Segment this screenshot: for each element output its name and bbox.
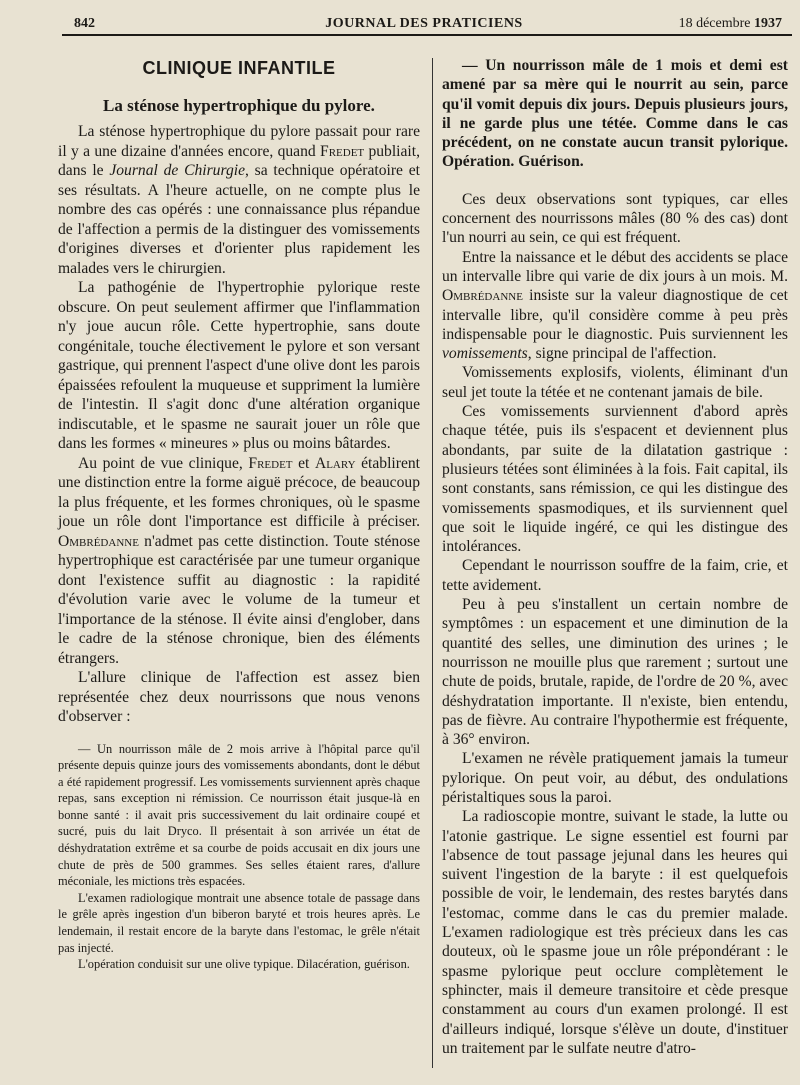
issue-date [679,16,782,32]
left-column [58,50,420,973]
case-one-operation: L'opération conduisit sur une olive typique. Dilacération, guérison. [78,957,410,972]
paragraph-clinique: Au point de vue clinique, Fredet et Alary établirent une distinction entre la forme aiguë précoce, de beaucoup la plus fréquente, et les formes chroniques, où le spasme joue un rôle dont l'importance est difficile à préciser. Ombrédanne n'admet pas cette distinction. Toute sténose hypertrophique est caractérisée par une tumeur organique dont l'existence suffit au diagnostic : la rapidité d'évolution varie avec le volume de la tumeur et l'importance de la sténose. Il évite ainsi d'englober, dans le cadre de la sténose chronique, bien des éléments étrangers. [58,454,421,667]
journal-title: JOURNAL DES PRATICIENS [325,16,523,31]
paragraph-surviennent: Ces vomissements surviennent d'abord après chaque tétée, puis ils s'espacent et deviennent plus abondants, par suite de la dilatation gastrique : plusieurs tétées sont éliminées à la fois. Fait capital, ils sont constants, sans rémission, ce qui les distingue des vomissements spasmodiques, et ils surviennent quel que soit le liquide ingéré, ce qui les distingue des intolérances. [442,403,788,556]
paragraph-examen: L'examen ne révèle pratiquement jamais la tumeur pylorique. On peut voir, au début, des ondulations péristaltiques sous la paroi. [442,750,788,806]
header-rule [62,34,792,36]
case-one-history: — Un nourrisson mâle de 2 mois arrive à l'hôpital parce qu'il présente depuis quinze jours des vomissements abondants, dont le début a été rapidement progressif. Les vomissements surviennent après chaque repas, sans exception ni rémission. Ce nourrisson était jusque-là en bonne santé : il avait pris successivement du lait ordinaire coupé et sucré, puis du lait Dryco. Il présentait à son arrivée un état de déshydratation extrême et sa courbe de poids accusait en dix jours une chute de près de 500 grammes. Ses selles étaient rares, d'allure méconiale, les mictions très espacées. [58,741,420,889]
right-column [442,56,788,1058]
paragraph-pathogenie: La pathogénie de l'hypertrophie pylorique reste obscure. On peut seulement affirmer que l'inflammation n'y joue aucun rôle. Cette hypertrophie, sans doute congénitale, touche électivement le pylore et son versant gastrique, qui prennent l'aspect d'une olive dont les parois épaissées refoulent la muqueuse et suppriment la lumière de l'intestin. Il s'agit donc d'une altération organique indiscutable, et le spasme ne saurait jouer un rôle que dans les formes « mineures » plus ou moins bâtardes. [58,279,420,452]
page-header [60,10,788,32]
paragraph-allure: L'allure clinique de l'affection est assez bien représentée chez deux nourrissons que nous venons d'observer : [58,669,420,725]
column-divider [432,58,433,1068]
issue-date-year: 1937 [754,16,782,31]
paragraph-faim: Cependant le nourrisson souffre de la faim, crie, et tette avidement. [442,557,788,594]
paragraph-symptomes: Peu à peu s'installent un certain nombre de symptômes : un espacement et une diminution de la quantité des selles, une diminution des urines ; le nourrisson ne mouille plus que rarement ; surtout une chute de poids, brutale, rapide, de l'ordre de 20 %, avec déshydratation importante. Il n'existe, bien entendu, pas de fièvre. Au contraire l'hypothermie est fréquente, à 36° environ. [442,596,788,749]
issue-date-day-month: 18 décembre [678,16,751,31]
paragraph-intervalle: Entre la naissance et le début des accidents se place un intervalle libre qui varie de dix jours à un mois. M. Ombrédanne insiste sur la valeur diagnostique de cet intervalle libre, qu'il considère comme à peu près indispensable pour le diagnostic. Puis surviennent les vomissements, signe principal de l'affection. [442,248,788,363]
article-title: La sténose hypertrophique du pylore. [103,96,375,115]
case-one-radiology: L'examen radiologique montrait une absence totale de passage dans le grêle après ingestion d'un biberon baryté et trois heures après. Le lendemain, il restait encore de la baryte dans l'estomac, le grêle n'était pas injecté. [58,890,420,955]
section-title: CLINIQUE INFANTILE [142,58,336,78]
page-number: 842 [74,16,95,31]
paragraph-intro: La sténose hypertrophique du pylore passait pour rare il y a une dizaine d'années encore, quand Fredet publiait, dans le Journal de Chirurgie, sa technique opératoire et ses résultats. A l'heure actuelle, on ne compte plus le nombre des cas opérés : une connaissance plus répandue de l'affection a permis de la distinguer des vomissements d'origines diverses et d'orienter plus rapidement les malades vers le chirurgien. [58,123,420,277]
paragraph-typiques: Ces deux observations sont typiques, car elles concernent des nourrissons mâles (80 % des cas) dont l'un nourri au sein, ce qui est fréquent. [442,190,788,247]
paragraph-radioscopie: La radioscopie montre, suivant le stade, la lutte ou l'atonie gastrique. Le signe essentiel est fourni par l'absence de tout passage jejunal dans les heures qui suivent l'ingestion de la baryte : il est quelquefois possible de voir, le lendemain, des restes barytés dans l'estomac, comme dans le cas du premier malade. L'examen radiologique est très précieux dans les cas douteux, où le spasme joue un rôle prépondérant : le spasme pylorique peut occlure complètement le sphincter, mais il demeure transitoire et cède presque constamment au cours d'un examen prolongé. Il est d'ailleurs indiqué, lorsque s'élève un doute, d'instituer un traitement par le sulfate neutre d'atro- [442,808,788,1057]
case-two: — Un nourrisson mâle de 1 mois et demi est amené par sa mère qui le nourrit au sein, parce qu'il vomit depuis dix jours. Depuis plusieurs jours, il ne garde plus une tétée. Comme dans le cas précédent, on ne constate aucun transit pylorique. Opération. Guérison. [442,57,788,171]
paragraph-explosifs: Vomissements explosifs, violents, éliminant d'un seul jet toute la tétée et ne contenant jamais de bile. [442,364,788,401]
